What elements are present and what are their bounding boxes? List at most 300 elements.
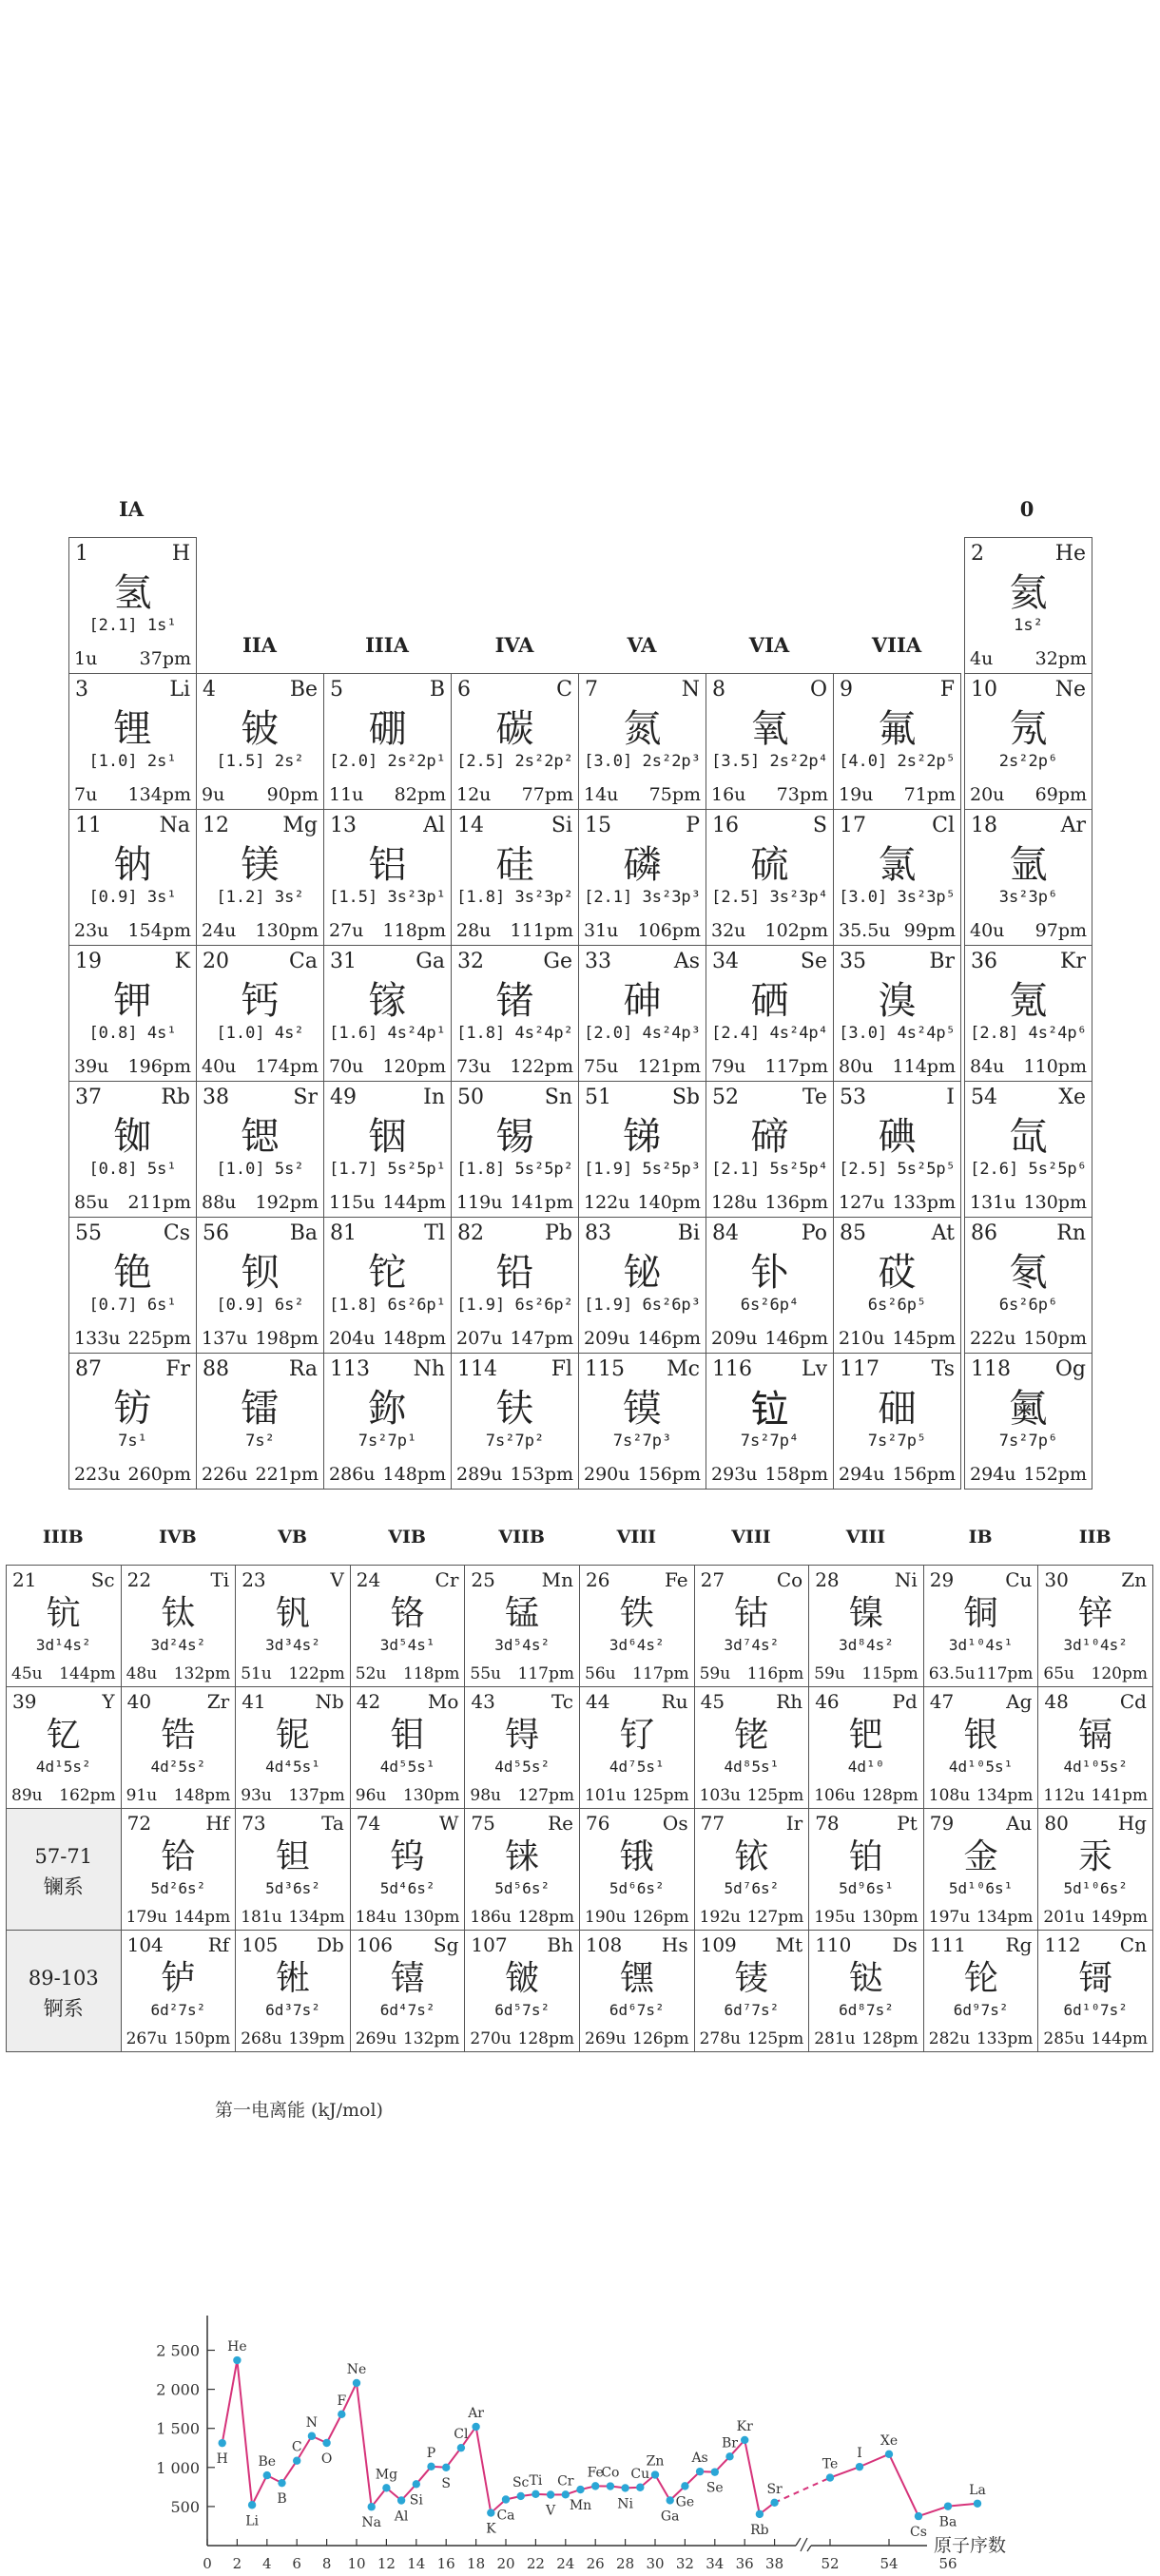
atomic-radius: 162pm (59, 1786, 116, 1805)
data-point (532, 2490, 539, 2498)
element-cell-hf[interactable] (121, 1808, 237, 1931)
element-cell-ar[interactable] (964, 809, 1092, 946)
electron-config: 6d⁴7s² (379, 2001, 435, 2019)
data-point (826, 2473, 834, 2481)
atomic-mass: 179u (126, 1908, 167, 1927)
element-cell-as[interactable] (578, 945, 706, 1082)
element-name-cn: 银 (963, 1716, 998, 1755)
atomic-mass: 75u (584, 1056, 619, 1077)
atomic-mass: 4u (970, 648, 994, 669)
data-label: Be (258, 2454, 277, 2470)
data-label: Ar (468, 2405, 485, 2421)
element-cell-rg[interactable] (923, 1930, 1039, 2052)
electron-config: 6d⁶7s² (609, 2001, 665, 2019)
element-cell-li[interactable] (68, 673, 197, 810)
element-cell-al[interactable] (323, 809, 452, 946)
atomic-number: 30 (1044, 1568, 1069, 1591)
electron-config: [2.5] 3s²3p⁴ (711, 888, 828, 907)
atomic-number: 86 (971, 1221, 997, 1245)
element-cell-kr[interactable] (964, 945, 1092, 1082)
element-name-cn: 钨 (390, 1837, 425, 1876)
x-tick-label: 4 (262, 2555, 272, 2572)
atomic-number: 110 (815, 1933, 852, 1956)
electron-config: 4d¹5s² (35, 1758, 91, 1776)
element-cell-se[interactable] (706, 945, 834, 1082)
element-cell-bi[interactable] (578, 1217, 706, 1354)
atomic-number: 34 (712, 950, 739, 973)
electron-config: [2.1] 5s²5p⁴ (711, 1160, 828, 1179)
atomic-radius: 147pm (510, 1328, 573, 1349)
element-symbol: Cd (1119, 1690, 1147, 1713)
atomic-mass: 293u (711, 1464, 758, 1485)
electron-config: 3s²3p⁶ (998, 888, 1058, 907)
atomic-radius: 156pm (637, 1464, 701, 1485)
element-symbol: Y (102, 1690, 115, 1713)
element-name-cn: 铟 (368, 1115, 407, 1159)
data-label: Cs (910, 2525, 927, 2541)
electron-config: 6d³7s² (265, 2001, 320, 2019)
data-label: Si (409, 2492, 423, 2509)
y-tick-label: 500 (170, 2497, 200, 2516)
element-cell-cl[interactable] (833, 809, 961, 946)
atomic-number: 3 (75, 678, 88, 702)
element-cell-hg[interactable] (1037, 1808, 1153, 1931)
atomic-mass: 282u (928, 2029, 971, 2048)
element-name-cn: 铅 (495, 1251, 534, 1295)
atomic-number: 73 (242, 1812, 266, 1835)
element-cell-og[interactable] (964, 1353, 1092, 1490)
atomic-number: 84 (712, 1221, 739, 1245)
element-name-cn: 硒 (750, 979, 789, 1023)
element-cell-he[interactable] (964, 537, 1092, 674)
data-label: H (216, 2451, 228, 2468)
atomic-mass: 192u (699, 1908, 741, 1927)
element-cell-ra[interactable] (196, 1353, 324, 1490)
element-cell-fl[interactable] (451, 1353, 579, 1490)
element-cell-pd[interactable] (808, 1686, 924, 1809)
element-cell-re[interactable] (464, 1808, 580, 1931)
atomic-radius: 130pm (861, 1908, 918, 1927)
element-name-cn: 铜 (963, 1594, 998, 1633)
element-symbol: At (931, 1221, 955, 1245)
element-symbol: Ag (1006, 1690, 1033, 1713)
element-name-cn: 锰 (505, 1594, 540, 1633)
atomic-radius: 144pm (1091, 2029, 1148, 2048)
atomic-mass: 91u (126, 1786, 158, 1805)
element-symbol: Xe (1058, 1086, 1086, 1109)
element-cell-ir[interactable] (694, 1808, 810, 1931)
electron-config: 5d³6s² (265, 1879, 320, 1897)
data-label: Co (601, 2465, 620, 2481)
element-cell-mo[interactable] (350, 1686, 466, 1809)
atomic-number: 16 (712, 814, 739, 837)
element-name-cn: 铱 (734, 1837, 769, 1876)
element-name-cn: 硼 (368, 707, 407, 751)
element-cell-y[interactable] (6, 1686, 122, 1809)
element-cell-tl[interactable] (323, 1217, 452, 1354)
element-name-cn: 铝 (368, 843, 407, 887)
element-name-cn: 𫟼 (848, 1959, 883, 1998)
element-symbol: Hg (1117, 1812, 1147, 1835)
electron-config: 3d¹⁰4s² (1063, 1636, 1128, 1654)
element-name-cn: 镆 (623, 1387, 662, 1431)
element-name-cn: 钠 (113, 843, 152, 887)
element-cell-mg[interactable] (196, 809, 324, 946)
element-cell-p[interactable] (578, 809, 706, 946)
element-cell-sg[interactable] (350, 1930, 466, 2052)
atomic-mass: 190u (585, 1908, 627, 1927)
atomic-mass: 31u (584, 920, 619, 941)
atomic-mass: 80u (839, 1056, 874, 1077)
atomic-number: 23 (242, 1568, 266, 1591)
atomic-mass: 79u (711, 1056, 746, 1077)
data-point (233, 2356, 241, 2364)
electron-config: 7s²7p⁶ (998, 1432, 1058, 1451)
electron-config: 6d²7s² (150, 2001, 206, 2019)
element-cell-mt[interactable] (694, 1930, 810, 2052)
element-name-cn: 砷 (623, 979, 662, 1023)
atomic-radius: 127pm (746, 1908, 804, 1927)
element-cell-k[interactable] (68, 945, 197, 1082)
data-label: O (320, 2451, 333, 2467)
x-tick-label: 20 (496, 2555, 515, 2572)
element-cell-te[interactable] (706, 1081, 834, 1218)
data-label: Sr (766, 2481, 783, 2497)
data-point (607, 2482, 614, 2489)
data-label: Br (722, 2435, 738, 2451)
atomic-mass: 88u (202, 1192, 237, 1213)
element-name-cn: 鿬 (878, 1387, 917, 1431)
data-point (322, 2439, 330, 2447)
element-cell-pt[interactable] (808, 1808, 924, 1931)
electron-config: 4d¹⁰5s¹ (948, 1758, 1014, 1776)
element-cell-sn[interactable] (451, 1081, 579, 1218)
atomic-radius: 141pm (510, 1192, 573, 1213)
element-symbol: Mt (775, 1933, 803, 1956)
element-cell-nh[interactable] (323, 1353, 452, 1490)
x-tick-label: 14 (407, 2555, 426, 2572)
x-tick-label: 38 (765, 2555, 784, 2572)
data-label: La (969, 2482, 986, 2498)
atomic-number: 107 (471, 1933, 508, 1956)
element-symbol: Te (802, 1086, 827, 1109)
element-symbol: Pt (897, 1812, 918, 1835)
element-symbol: He (1054, 542, 1086, 566)
element-name-cn: 钛 (161, 1594, 196, 1633)
atomic-number: 74 (356, 1812, 381, 1835)
data-label: Fe (587, 2465, 604, 2481)
element-symbol: H (171, 542, 190, 566)
element-cell-i[interactable] (833, 1081, 961, 1218)
atomic-number: 105 (242, 1933, 279, 1956)
element-cell-at[interactable] (833, 1217, 961, 1354)
element-symbol: Hs (661, 1933, 688, 1956)
element-name-cn: 鿫 (1009, 1387, 1048, 1431)
electron-config: 4d¹⁰5s² (1063, 1758, 1128, 1776)
element-name-cn: 砹 (878, 1251, 917, 1295)
atomic-mass: 209u (584, 1328, 630, 1349)
electron-config: 5d¹⁰6s¹ (948, 1879, 1014, 1897)
element-cell-os[interactable] (579, 1808, 695, 1931)
atomic-mass: 7u (74, 784, 98, 805)
atomic-number: 112 (1044, 1933, 1081, 1956)
element-symbol: Pb (545, 1221, 572, 1245)
data-label: Ge (675, 2494, 695, 2510)
series-cell-lanthanides[interactable] (6, 1808, 122, 1931)
electron-config: [1.5] 2s² (216, 752, 304, 771)
atomic-radius: 225pm (127, 1328, 191, 1349)
atomic-mass: 108u (928, 1786, 971, 1805)
element-cell-au[interactable] (923, 1808, 1039, 1931)
y-tick-label: 2 500 (156, 2341, 200, 2360)
series-line (252, 2475, 267, 2505)
element-cell-rb[interactable] (68, 1081, 197, 1218)
x-tick-label: 2 (232, 2555, 242, 2572)
electron-config: 5d¹⁰6s² (1063, 1879, 1128, 1897)
element-name-cn: 铊 (368, 1251, 407, 1295)
atomic-mass: 115u (329, 1192, 376, 1213)
series-cell-actinides[interactable] (6, 1930, 122, 2052)
atomic-number: 46 (815, 1690, 840, 1713)
atomic-radius: 73pm (776, 784, 828, 805)
element-cell-zr[interactable] (121, 1686, 237, 1809)
element-cell-ge[interactable] (451, 945, 579, 1082)
element-cell-in[interactable] (323, 1081, 452, 1218)
electron-config: [0.7] 6s¹ (88, 1296, 177, 1315)
y-tick-label: 1 000 (156, 2458, 200, 2477)
atomic-radius: 120pm (1091, 1664, 1148, 1683)
atomic-mass: 51u (241, 1664, 272, 1683)
atomic-number: 14 (457, 814, 484, 837)
element-cell-rf[interactable] (121, 1930, 237, 2052)
element-name-cn: 镉 (1078, 1716, 1113, 1755)
element-symbol: Sr (293, 1086, 318, 1109)
element-name-cn: 𫓧 (495, 1387, 534, 1431)
element-cell-db[interactable] (235, 1930, 351, 2052)
element-name-cn: 𬭳 (390, 1959, 425, 1998)
atomic-radius: 97pm (1034, 920, 1087, 941)
atomic-number: 52 (712, 1086, 739, 1109)
element-cell-pb[interactable] (451, 1217, 579, 1354)
data-label: Mn (569, 2498, 592, 2514)
element-cell-f[interactable] (833, 673, 961, 810)
element-cell-xe[interactable] (964, 1081, 1092, 1218)
atomic-number: 48 (1044, 1690, 1069, 1713)
element-symbol: Cl (932, 814, 955, 837)
element-cell-sb[interactable] (578, 1081, 706, 1218)
element-cell-na[interactable] (68, 809, 197, 946)
element-cell-br[interactable] (833, 945, 961, 1082)
element-cell-cu[interactable] (923, 1565, 1039, 1687)
element-cell-b[interactable] (323, 673, 452, 810)
element-symbol: Nb (315, 1690, 344, 1713)
electron-config: 4d¹⁰ (847, 1758, 885, 1776)
electron-config: [2.4] 4s²4p⁴ (711, 1024, 828, 1043)
series-line (655, 2475, 670, 2501)
series-range: 57-71 (34, 1845, 93, 1868)
atomic-number: 114 (457, 1357, 497, 1381)
element-cell-o[interactable] (706, 673, 834, 810)
electron-config: [3.5] 2s²2p⁴ (711, 752, 828, 771)
electron-config: 3d⁵4s¹ (379, 1636, 435, 1654)
atomic-mass: 35.5u (839, 920, 891, 941)
element-name-cn: 锝 (505, 1716, 540, 1755)
atomic-mass: 181u (241, 1908, 282, 1927)
element-cell-si[interactable] (451, 809, 579, 946)
data-point (278, 2479, 285, 2487)
element-symbol: Nh (413, 1357, 445, 1381)
data-point (442, 2464, 450, 2471)
element-name-cn: 钯 (848, 1716, 883, 1755)
electron-config: [2.0] 2s²2p¹ (329, 752, 446, 771)
series-name: 镧系 (43, 1875, 84, 1898)
atomic-mass: 70u (329, 1056, 364, 1077)
element-name-cn: 铷 (113, 1115, 152, 1159)
data-point (397, 2496, 405, 2504)
element-symbol: Ca (289, 950, 318, 973)
element-cell-zn[interactable] (1037, 1565, 1153, 1687)
element-name-cn: 氢 (113, 571, 152, 615)
element-cell-nb[interactable] (235, 1686, 351, 1809)
element-cell-ti[interactable] (121, 1565, 237, 1687)
element-name-cn: 铯 (113, 1251, 152, 1295)
series-range: 89-103 (28, 1967, 99, 1990)
atomic-number: 115 (585, 1357, 625, 1381)
element-cell-ag[interactable] (923, 1686, 1039, 1809)
data-point (696, 2468, 704, 2475)
x-tick-label: 36 (735, 2555, 754, 2572)
data-point (741, 2436, 748, 2444)
atomic-number: 72 (126, 1812, 152, 1835)
data-point (636, 2484, 644, 2491)
electron-config: [1.0] 5s² (216, 1160, 304, 1179)
element-cell-v[interactable] (235, 1565, 351, 1687)
element-cell-co[interactable] (694, 1565, 810, 1687)
element-cell-ds[interactable] (808, 1930, 924, 2052)
data-point (885, 2451, 893, 2458)
electron-config: [2.6] 5s²5p⁶ (970, 1160, 1087, 1179)
element-cell-sr[interactable] (196, 1081, 324, 1218)
element-cell-fr[interactable] (68, 1353, 197, 1490)
data-label: Zn (646, 2453, 665, 2470)
transition-group-header: IIIB (42, 1527, 84, 1548)
electron-config: 6d⁷7s² (724, 2001, 780, 2019)
atomic-mass: 27u (329, 920, 364, 941)
data-point (219, 2439, 226, 2447)
electron-config: [3.0] 4s²4p⁵ (839, 1024, 956, 1043)
atomic-radius: 148pm (382, 1328, 446, 1349)
electron-config: [2.1] 1s¹ (88, 616, 177, 635)
element-symbol: Tc (551, 1690, 573, 1713)
element-cell-po[interactable] (706, 1217, 834, 1354)
data-point (591, 2482, 599, 2489)
electron-config: 6d⁵7s² (494, 2001, 551, 2019)
atomic-number: 25 (471, 1568, 495, 1591)
element-cell-ru[interactable] (579, 1686, 695, 1809)
element-cell-cn[interactable] (1037, 1930, 1153, 2052)
element-name-cn: 铂 (848, 1837, 883, 1876)
x-tick-label: 32 (675, 2555, 694, 2572)
atomic-number: 82 (457, 1221, 484, 1245)
element-cell-bh[interactable] (464, 1930, 580, 2052)
atomic-radius: 148pm (173, 1786, 231, 1805)
element-cell-be[interactable] (196, 673, 324, 810)
data-label: Ca (496, 2508, 515, 2524)
element-cell-ta[interactable] (235, 1808, 351, 1931)
data-label: Cr (557, 2473, 574, 2489)
atomic-mass: 12u (456, 784, 492, 805)
element-cell-cd[interactable] (1037, 1686, 1153, 1809)
element-cell-tc[interactable] (464, 1686, 580, 1809)
element-cell-ca[interactable] (196, 945, 324, 1082)
atomic-mass: 286u (329, 1464, 376, 1485)
data-point (487, 2509, 494, 2516)
atomic-mass: 223u (74, 1464, 121, 1485)
electron-config: 7s²7p¹ (358, 1432, 417, 1451)
element-symbol: Pd (892, 1690, 918, 1713)
atomic-radius: 106pm (637, 920, 701, 941)
atomic-number: 43 (471, 1690, 495, 1713)
element-symbol: Ds (892, 1933, 918, 1956)
element-name-cn: 磷 (623, 843, 662, 887)
atomic-number: 26 (586, 1568, 610, 1591)
atomic-mass: 84u (970, 1056, 1005, 1077)
element-cell-w[interactable] (350, 1808, 466, 1931)
element-name-cn: 氦 (1009, 571, 1048, 615)
atomic-mass: 48u (126, 1664, 158, 1683)
element-cell-hs[interactable] (579, 1930, 695, 2052)
atomic-radius: 139pm (288, 2029, 345, 2048)
element-cell-ga[interactable] (323, 945, 452, 1082)
element-cell-cs[interactable] (68, 1217, 197, 1354)
element-cell-n[interactable] (578, 673, 706, 810)
element-symbol: Ta (321, 1812, 344, 1835)
element-cell-rn[interactable] (964, 1217, 1092, 1354)
element-cell-cr[interactable] (350, 1565, 466, 1687)
atomic-number: 51 (585, 1086, 611, 1109)
element-name-cn: 鿔 (1078, 1959, 1113, 1998)
element-cell-ba[interactable] (196, 1217, 324, 1354)
element-symbol: Se (800, 950, 827, 973)
x-tick-label: 30 (646, 2555, 665, 2572)
element-cell-lv[interactable] (706, 1353, 834, 1490)
series-line (860, 2454, 889, 2467)
x-tick-label: 22 (526, 2555, 545, 2572)
element-cell-fe[interactable] (579, 1565, 695, 1687)
atomic-radius: 128pm (517, 2029, 574, 2048)
data-point (308, 2432, 316, 2440)
atomic-mass: 128u (711, 1192, 758, 1213)
element-cell-c[interactable] (451, 673, 579, 810)
element-cell-h[interactable] (68, 537, 197, 674)
electron-config: 1s² (1014, 616, 1043, 635)
element-symbol: Ts (931, 1357, 955, 1381)
ionization-energy-chart (0, 2082, 1160, 2576)
element-name-cn: 锌 (1078, 1594, 1113, 1633)
element-cell-ne[interactable] (964, 673, 1092, 810)
element-cell-mc[interactable] (578, 1353, 706, 1490)
atomic-radius: 152pm (1023, 1464, 1087, 1485)
element-symbol: C (556, 678, 572, 702)
element-cell-sc[interactable] (6, 1565, 122, 1687)
element-cell-s[interactable] (706, 809, 834, 946)
element-cell-rh[interactable] (694, 1686, 810, 1809)
atomic-mass: 137u (202, 1328, 248, 1349)
x-tick-label: 52 (821, 2555, 840, 2572)
element-cell-mn[interactable] (464, 1565, 580, 1687)
element-cell-ts[interactable] (833, 1353, 961, 1490)
element-cell-ni[interactable] (808, 1565, 924, 1687)
